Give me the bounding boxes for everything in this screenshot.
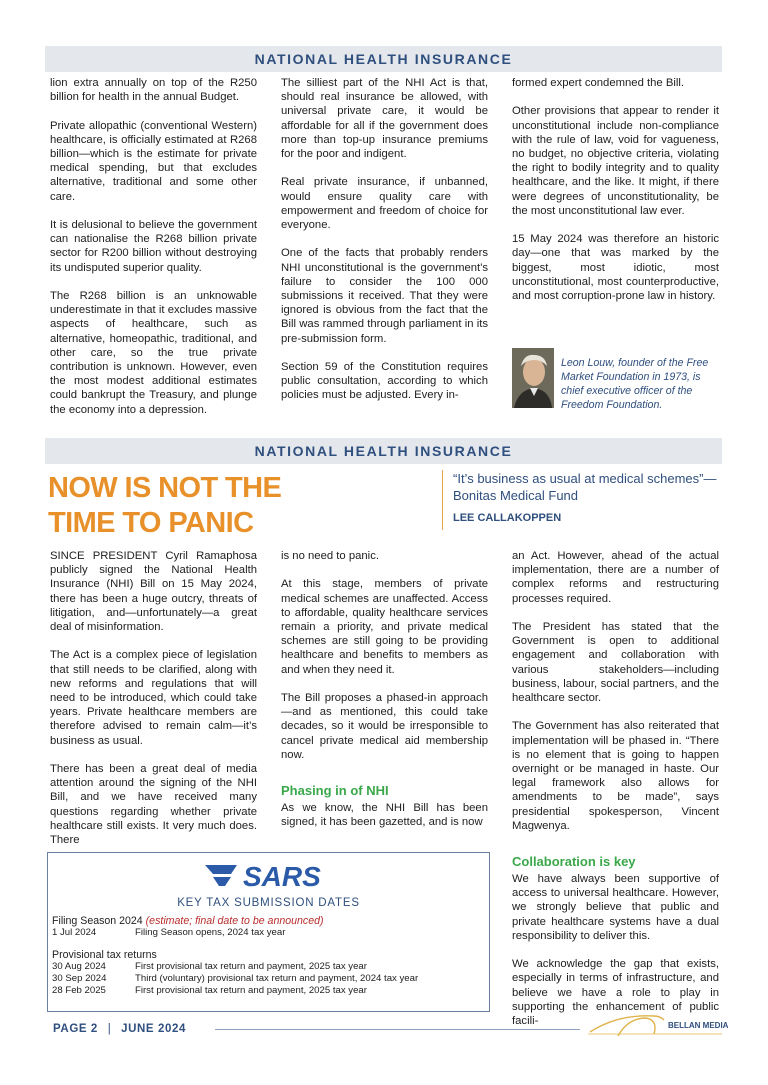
article1-column-3	[512, 76, 719, 303]
paragraph: The R268 billion is an unknowable underestimate in that it excludes massive aspects of healthcare, such as alternative, homeopathic, traditional, and other care, so the true private contribution is unknown. However, even the most modest additional estimates could bankrupt the Treasury, and plunge the economy into a depression.	[50, 290, 257, 416]
tax-date-desc: First provisional tax return and payment, 2025 tax year	[135, 961, 367, 972]
paragraph: We have always been supportive of access to universal healthcare. However, we strongly believe that public and private healthcare systems have a dual responsibility to deliver this.	[512, 873, 719, 942]
paragraph: Real private insurance, if unbanned, would ensure quality care with empowerment and freedom of choice for everyone.	[281, 176, 488, 232]
sars-title: KEY TAX SUBMISSION DATES	[177, 897, 360, 909]
sars-tax-dates-box	[47, 852, 490, 1012]
paragraph: Section 59 of the Constitution requires public consultation, according to which policies must be adjusted. Every in-	[281, 361, 488, 402]
paragraph: One of the facts that probably renders NHI unconstitutional is the government's failure to consider the 100 000 submissions it received. That they were ignored is obvious from the fact that the Bill was rammed through parliament in its pre-submission form.	[281, 247, 488, 345]
tax-date-desc: Third (voluntary) provisional tax return and payment, 2024 tax year	[135, 973, 419, 984]
paragraph: The Bill proposes a phased-in approach—and as mentioned, this could take decades, so it would be irresponsible to cancel private medical aid membership now.	[281, 692, 488, 761]
paragraph: an Act. However, ahead of the actual implementation, there are a number of complex reforms and restructuring processes required.	[512, 550, 719, 605]
paragraph: lion extra annually on top of the R250 billion for health in the annual Budget.	[50, 77, 257, 104]
pull-quote-text: “It’s business as usual at medical schemes”—Bonitas Medical Fund	[453, 471, 717, 503]
article-headline	[48, 471, 348, 541]
paragraph: The silliest part of the NHI Act is that, should real insurance be allowed, with universal private care, it would be affordable for all if the government does more than top-up insurance premiums for the poor and indigent.	[281, 77, 488, 161]
article1-column-1	[50, 76, 257, 417]
sars-logo-icon	[203, 861, 335, 891]
footer-separator: |	[107, 1023, 112, 1035]
paragraph: We acknowledge the gap that exists, especially in terms of infrastructure, and believe we have a role to play in supporting the enhancement of public facili-	[512, 958, 719, 1028]
tax-date-row	[52, 927, 485, 939]
portrait-icon	[512, 348, 554, 408]
paragraph: Other provisions that appear to render it unconstitutional include non-compliance with the rule of law, void for vagueness, no budget, no objective criteria, violating the right to bodily integrity and to quality healthcare, and the like. It might, if there were degrees of unconstitutionality, be the most unconstitutional law ever.	[512, 105, 719, 217]
paragraph: As we know, the NHI Bill has been signed, it has been gazetted, and is now	[281, 802, 488, 829]
article1-column-2	[281, 76, 488, 403]
tax-date-row	[52, 961, 485, 973]
subheading-collaboration: Collaboration is key	[512, 854, 636, 870]
bellan-media-text: BELLAN MEDIA	[668, 1021, 729, 1030]
author-caption: Leon Louw, founder of the Free Market Foundation in 1973, is chief executive officer of the Freedom Foundation.	[561, 357, 709, 411]
paragraph: There has been a great deal of media attention around the signing of the NHI Bill, and we have received many questions regarding whether private healthcare still exists. It very much does. There	[50, 763, 257, 847]
paragraph: Private allopathic (conventional Western) healthcare, is officially estimated at R268 billion—which is the estimate for private medical spending, but that excludes alternative, traditional and some other care.	[50, 119, 257, 203]
filing-season-note: (estimate; final date to be announced)	[145, 915, 324, 927]
article2-column-2	[281, 549, 488, 829]
pull-quote	[442, 470, 722, 530]
tax-date: 30 Sep 2024	[52, 973, 107, 984]
tax-date-desc: First provisional tax return and payment, 2025 tax year	[135, 985, 367, 996]
tax-date-row	[52, 973, 485, 985]
tax-date-desc: Filing Season opens, 2024 tax year	[135, 927, 286, 938]
paragraph: 15 May 2024 was therefore an historic day—one that was marked by the biggest, most idiotic, most unconstitutional, most counterproductive, and most corruption-prone law in history.	[512, 233, 719, 303]
paragraph: It is delusional to believe the government can nationalise the R268 billion private sector for R200 billion without destroying its undisputed superior quality.	[50, 219, 257, 274]
paragraph: formed expert condemned the Bill.	[512, 77, 685, 89]
paragraph: SINCE PRESIDENT Cyril Ramaphosa publicly signed the National Health Insurance (NHI) Bill on 15 May 2024, there has been a huge outcry, threats of litigation, and—unfortunately—a great deal of misinformation.	[50, 550, 257, 634]
article2-column-3	[512, 549, 719, 1028]
sars-logo-text: SARS	[242, 861, 321, 892]
paragraph: At this stage, members of private medical schemes are unaffected. Access to affordable, quality healthcare services remain a priority, and private medical schemes are still going to be providing healthcare and benefits to members as and when they need it.	[281, 578, 488, 676]
paragraph: The Government has also reiterated that implementation will be phased in. “There is no element that is going to happen overnight or be managed in haste. Our legal framework also allows for amendments to be made”, says presidential spokesperson, Vincent Magwenya.	[512, 720, 719, 832]
paragraph: The President has stated that the Government is open to additional engagement and collaboration with various stakeholders—including business, labour, social partners, and the healthcare sector.	[512, 621, 719, 705]
filing-season-heading	[52, 915, 485, 927]
tax-date-row	[52, 985, 485, 997]
paragraph: is no need to panic.	[281, 550, 379, 562]
tax-date: 30 Aug 2024	[52, 961, 106, 972]
headline-line: NOW IS NOT THE	[48, 472, 282, 504]
filing-season-label: Filing Season 2024	[52, 915, 143, 927]
page-number: PAGE 2	[53, 1023, 98, 1035]
bellan-media-logo-icon	[588, 1010, 729, 1038]
issue-date: JUNE 2024	[121, 1023, 186, 1035]
tax-date: 1 Jul 2024	[52, 927, 97, 938]
section-band-second: NATIONAL HEALTH INSURANCE	[45, 438, 722, 464]
author-photo	[512, 348, 554, 408]
footer-page-info	[53, 1023, 186, 1035]
tax-date: 28 Feb 2025	[52, 985, 106, 996]
subheading-phasing: Phasing in of NHI	[281, 783, 389, 799]
provisional-heading: Provisional tax returns	[52, 949, 157, 961]
section-band-top: NATIONAL HEALTH INSURANCE	[45, 46, 722, 72]
article2-column-1	[50, 549, 257, 847]
byline: LEE CALLAKOPPEN	[453, 512, 562, 524]
footer-divider	[215, 1029, 580, 1030]
paragraph: The Act is a complex piece of legislation that still needs to be clarified, along with new reforms and regulations that will need to be introduced, which could take years. Private healthcare members are therefore advised to remain calm—it’s business as usual.	[50, 649, 257, 747]
headline-line: TIME TO PANIC	[48, 507, 254, 539]
